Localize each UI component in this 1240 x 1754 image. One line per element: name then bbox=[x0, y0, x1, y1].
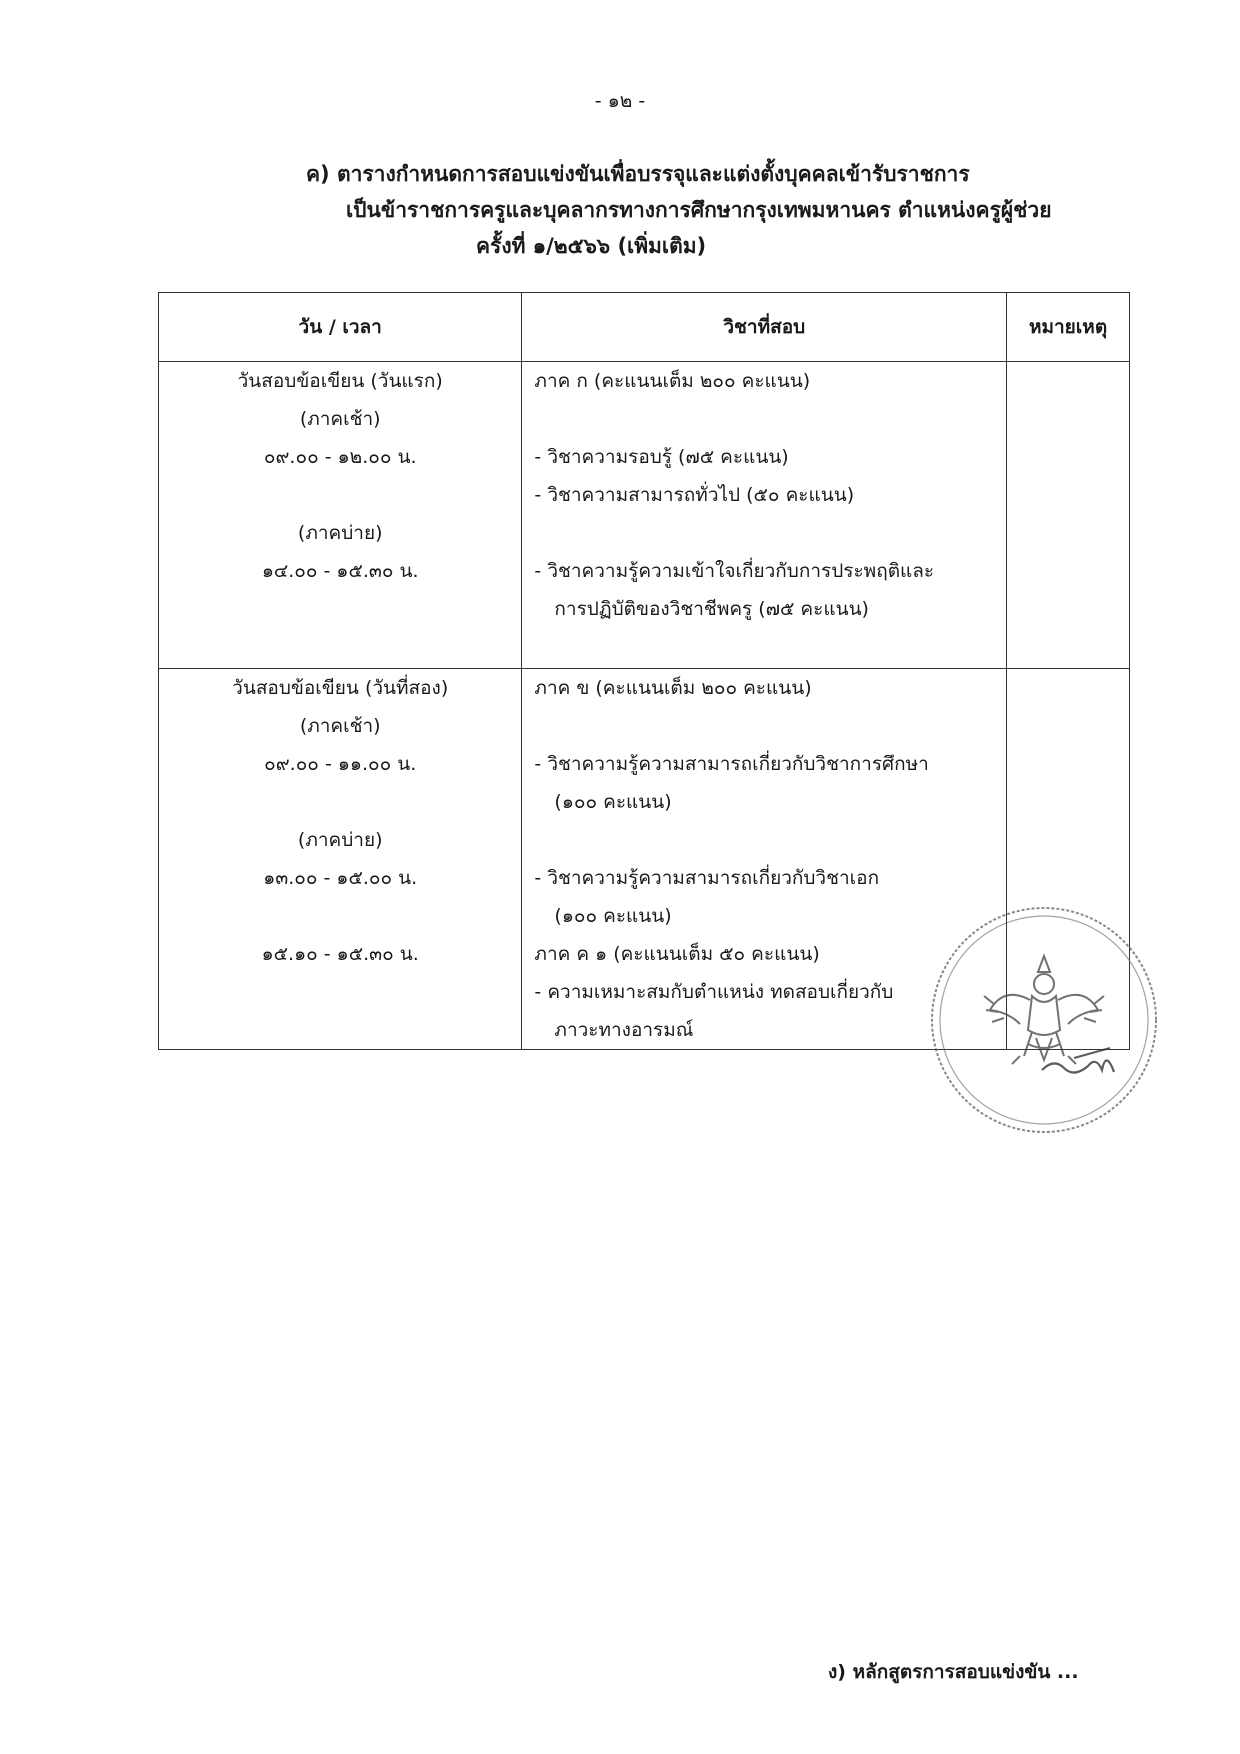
day1-subject-2: - วิชาความสามารถทั่วไป (๕๐ คะแนน) bbox=[534, 484, 855, 506]
day2-subject-3b: ภาวะทางอารมณ์ bbox=[554, 1019, 694, 1041]
header-time: วัน / เวลา bbox=[159, 293, 522, 362]
heading-line-2: เป็นข้าราชการครูและบุคลากรทางการศึกษากรุงเทพมหานคร ตำแหน่งครูผู้ช่วย bbox=[346, 198, 1052, 222]
day1-subject-cell bbox=[522, 362, 1007, 669]
header-remark: หมายเหตุ bbox=[1007, 293, 1130, 362]
day2-morning-label: (ภาคเช้า) bbox=[299, 715, 381, 737]
next-section-reference: ง) หลักสูตรการสอบแข่งขัน ... bbox=[828, 1661, 1079, 1683]
table-row-day-1 bbox=[159, 362, 1130, 669]
day2-subject-1b: (๑๐๐ คะแนน) bbox=[554, 791, 672, 813]
day2-extra-time: ๑๕.๑๐ - ๑๕.๓๐ น. bbox=[261, 943, 419, 965]
day1-morning-time: ๐๙.๐๐ - ๑๒.๐๐ น. bbox=[263, 446, 417, 468]
day1-subject-3a: - วิชาความรู้ความเข้าใจเกี่ยวกับการประพฤติและ bbox=[534, 560, 935, 582]
day1-afternoon-label: (ภาคบ่าย) bbox=[297, 522, 383, 544]
day2-part-c: ภาค ค ๑ (คะแนนเต็ม ๕๐ คะแนน) bbox=[534, 943, 820, 965]
day2-title: วันสอบข้อเขียน (วันที่สอง) bbox=[232, 677, 449, 699]
day1-remark-cell bbox=[1007, 362, 1130, 669]
page-number: - ๑๒ - bbox=[594, 90, 646, 112]
day2-subject-2a: - วิชาความรู้ความสามารถเกี่ยวกับวิชาเอก bbox=[534, 867, 880, 889]
heading-line-1: ค) ตารางกำหนดการสอบแข่งขันเพื่อบรรจุและแต่งตั้งบุคคลเข้ารับราชการ bbox=[306, 162, 970, 186]
day1-part: ภาค ก (คะแนนเต็ม ๒๐๐ คะแนน) bbox=[534, 370, 811, 392]
table-header-row bbox=[159, 293, 1130, 362]
day1-time-cell bbox=[159, 362, 522, 669]
day2-subject-1a: - วิชาความรู้ความสามารถเกี่ยวกับวิชาการศึกษา bbox=[534, 753, 929, 775]
day1-subject-3b: การปฏิบัติของวิชาชีพครู (๗๕ คะแนน) bbox=[554, 598, 869, 620]
document-heading bbox=[306, 156, 1106, 264]
day2-afternoon-label: (ภาคบ่าย) bbox=[297, 829, 383, 851]
day1-afternoon-time: ๑๔.๐๐ - ๑๕.๓๐ น. bbox=[261, 560, 419, 582]
day2-time-cell bbox=[159, 669, 522, 1050]
heading-line-3: ครั้งที่ ๑/๒๕๖๖ (เพิ่มเติม) bbox=[476, 234, 707, 258]
day1-title: วันสอบข้อเขียน (วันแรก) bbox=[237, 370, 443, 392]
header-subject: วิชาที่สอบ bbox=[522, 293, 1007, 362]
day1-morning-label: (ภาคเช้า) bbox=[299, 408, 381, 430]
day1-subject-1: - วิชาความรอบรู้ (๗๕ คะแนน) bbox=[534, 446, 789, 468]
official-seal-stamp bbox=[924, 900, 1164, 1140]
day2-morning-time: ๐๙.๐๐ - ๑๑.๐๐ น. bbox=[264, 753, 417, 775]
day2-part: ภาค ข (คะแนนเต็ม ๒๐๐ คะแนน) bbox=[534, 677, 812, 699]
day2-subject-2b: (๑๐๐ คะแนน) bbox=[554, 905, 672, 927]
day2-afternoon-time: ๑๓.๐๐ - ๑๕.๐๐ น. bbox=[263, 867, 418, 889]
day2-subject-3a: - ความเหมาะสมกับตำแหน่ง ทดสอบเกี่ยวกับ bbox=[534, 981, 894, 1003]
garuda-emblem-icon bbox=[924, 900, 1164, 1140]
